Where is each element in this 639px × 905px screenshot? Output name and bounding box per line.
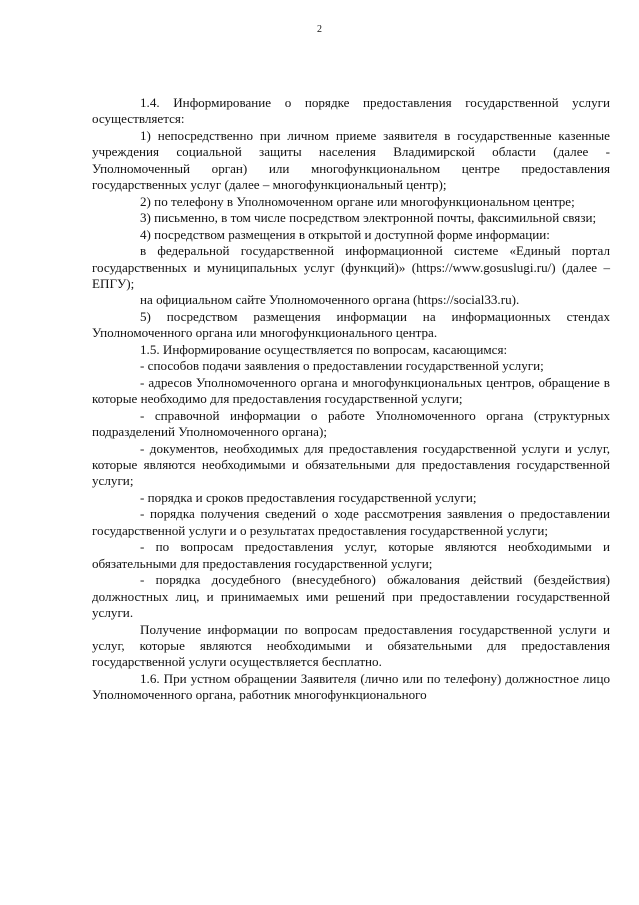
topic-item: - адресов Уполномоченного органа и многофункциональных центров, обращение в которые необходимо для предоставления государственной услуги; (92, 374, 610, 407)
list-item-4-website: на официальном сайте Уполномоченного органа (https://social33.ru). (140, 292, 520, 308)
list-item-5: 5) посредством размещения информации на информационных стендах Уполномоченного органа или многофункционального центра. (92, 308, 610, 341)
topic-item: - порядка и сроков предоставления государственной услуги; (140, 489, 477, 505)
list-item-1: 1) непосредственно при личном приеме заявителя в государственные казенные учреждения социальной защиты населения Владимирской области (далее - Уполномоченный орган) или многофункциональном центре предоставления государственных услуг (далее – многофункциональный центр); (92, 127, 610, 193)
paragraph-1-6: 1.6. При устном обращении Заявителя (лично или по телефону) должностное лицо Уполномоченного органа, работник многофункционального (92, 670, 610, 703)
topic-item: - порядка досудебного (внесудебного) обжалования действий (бездействия) должностных лиц, и принимаемых ими решений при предоставлении государственной услуги. (92, 572, 610, 621)
paragraph-1-4: 1.4. Информирование о порядке предоставления государственной услуги осуществляется: (92, 95, 610, 127)
page-number: 2 (317, 24, 322, 35)
free-of-charge-paragraph: Получение информации по вопросам предоставления государственной услуги и услуг, которые являются необходимыми и обязательными для предоставления государственной услуги осуществляется бесплатно. (92, 621, 610, 670)
topic-item: - справочной информации о работе Уполномоченного органа (структурных подразделений Уполномоченного органа); (92, 407, 610, 440)
topic-item: - способов подачи заявления о предоставлении государственной услуги; (140, 358, 544, 374)
document-body (92, 95, 610, 704)
topic-item: - по вопросам предоставления услуг, которые являются необходимыми и обязательными для предоставления государственной услуги; (92, 539, 610, 571)
paragraph-1-5: 1.5. Информирование осуществляется по вопросам, касающимся: (140, 341, 508, 357)
list-item-2: 2) по телефону в Уполномоченном органе или многофункциональном центре; (140, 193, 575, 209)
list-item-4: 4) посредством размещения в открытой и доступной форме информации: (140, 226, 550, 242)
list-item-3: 3) письменно, в том числе посредством электронной почты, факсимильной связи; (140, 210, 597, 226)
topic-item: - документов, необходимых для предоставления государственной услуги и услуг, которые являются необходимыми и обязательными для предоставления государственной услуги; (92, 440, 610, 489)
topic-item: - порядка получения сведений о ходе рассмотрения заявления о предоставлении государственной услуги и о результатах предоставления государственной услуги; (92, 506, 610, 538)
list-item-4-epgu: в федеральной государственной информационной системе «Единый портал государственных и муниципальных услуг (функций)» (https://www.gosuslugi.ru/) (далее – ЕПГУ); (92, 243, 610, 291)
